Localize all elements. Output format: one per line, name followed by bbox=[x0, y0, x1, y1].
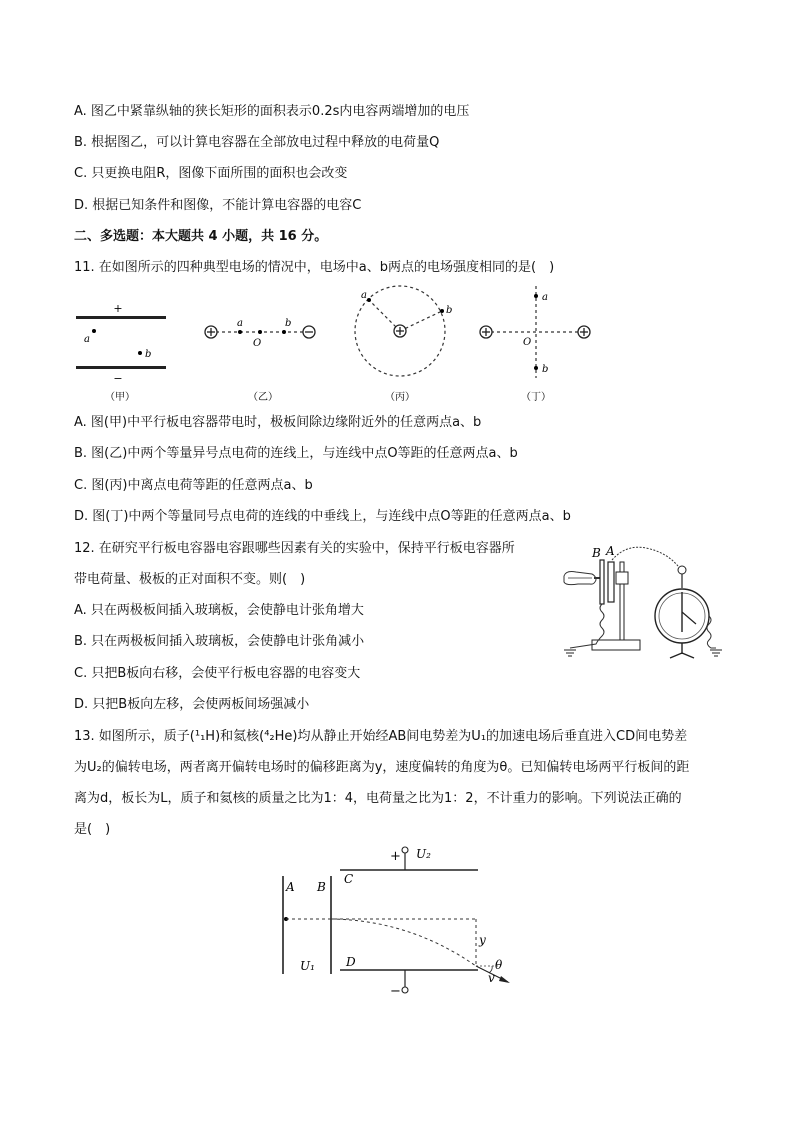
point-a-label: a bbox=[542, 292, 548, 303]
terminal-minus-sign: − bbox=[390, 984, 401, 999]
point-b-label: b bbox=[285, 318, 292, 329]
q12-option-c: C. 只把B板向右移，会使平行板电容器的电容变大 bbox=[74, 666, 361, 681]
u2-label: U₂ bbox=[416, 847, 431, 861]
q12-apparatus-figure bbox=[556, 540, 726, 665]
q11-option-d: D. 图(丁)中两个等量同号点电荷的连线的中垂线上，与连线中点O等距的任意两点a、b bbox=[74, 509, 571, 524]
plate-a-label: A bbox=[606, 544, 615, 558]
terminal-plus-sign: + bbox=[390, 849, 401, 864]
q11-option-b: B. 图(乙)中两个等量异号点电荷的连线上，与连线中点O等距的任意两点a、b bbox=[74, 446, 518, 461]
q12-stem-line1: 12. 在研究平行板电容器电容跟哪些因素有关的实验中，保持平行板电容器所 bbox=[74, 541, 515, 556]
caption-jia: （甲） bbox=[105, 392, 135, 403]
q11-option-c: C. 图(丙)中离点电荷等距的任意两点a、b bbox=[74, 478, 313, 493]
q10-option-c: C. 只更换电阻R，图像下面所围的面积也会改变 bbox=[74, 166, 348, 181]
angle-theta-label: θ bbox=[495, 958, 503, 972]
plate-plus-sign: + bbox=[113, 302, 123, 315]
q12-stem-line2: 带电荷量、极板的正对面积不变。则( ) bbox=[74, 572, 306, 587]
q11-stem: 11. 在如图所示的四种典型电场的情况中，电场中a、b两点的电场强度相同的是( ) bbox=[74, 260, 555, 275]
plate-minus-sign: − bbox=[113, 372, 123, 385]
q11-figures bbox=[60, 282, 620, 408]
q12-option-d: D. 只把B板向左移，会使两板间场强减小 bbox=[74, 697, 310, 712]
q10-option-b: B. 根据图乙，可以计算电容器在全部放电过程中释放的电荷量Q bbox=[74, 135, 440, 150]
point-o-label: O bbox=[253, 338, 262, 349]
plate-d-label: D bbox=[346, 955, 356, 969]
q12-option-b: B. 只在两极板间插入玻璃板，会使静电计张角减小 bbox=[74, 634, 365, 649]
point-b-label: b bbox=[145, 349, 152, 360]
section-title: 二、多选题：本大题共 4 小题，共 16 分。 bbox=[74, 229, 328, 244]
figure-yi bbox=[205, 318, 315, 403]
q12-option-a: A. 只在两极板间插入玻璃板，会使静电计张角增大 bbox=[74, 603, 364, 618]
caption-yi: （乙） bbox=[248, 392, 278, 403]
plate-b-label: B bbox=[592, 546, 601, 560]
q10-option-a: A. 图乙中紧靠纵轴的狭长矩形的面积表示0.2s内电容两端增加的电压 bbox=[74, 104, 470, 119]
q13-stem-line1: 13. 如图所示，质子(¹₁H)和氦核(⁴₂He)均从静止开始经AB间电势差为U₁的加速电场后垂直进入CD间电势差 bbox=[74, 729, 688, 744]
figure-jia bbox=[76, 302, 166, 403]
caption-ding: （丁） bbox=[521, 392, 551, 403]
plate-c-label: C bbox=[344, 872, 354, 886]
plate-a-label: A bbox=[286, 880, 295, 894]
point-b-label: b bbox=[542, 364, 549, 375]
caption-bing: （丙） bbox=[385, 392, 415, 403]
q11-option-a: A. 图(甲)中平行板电容器带电时，极板间除边缘附近外的任意两点a、b bbox=[74, 415, 482, 430]
q13-stem-line2: 为U₂的偏转电场，两者离开偏转电场时的偏移距离为y，速度偏转的角度为θ。已知偏转电场两平行板间的距 bbox=[74, 760, 690, 775]
q10-option-d: D. 根据已知条件和图像，不能计算电容器的电容C bbox=[74, 198, 362, 213]
offset-y-label: y bbox=[479, 933, 486, 947]
figure-ding bbox=[480, 286, 590, 403]
point-a-label: a bbox=[84, 334, 90, 345]
point-a-label: a bbox=[237, 318, 243, 329]
point-b-label: b bbox=[446, 305, 453, 316]
u1-label: U₁ bbox=[300, 959, 315, 973]
velocity-v-label: v bbox=[488, 971, 495, 985]
q13-deflection-figure bbox=[270, 840, 530, 1000]
figure-bing bbox=[355, 286, 452, 403]
point-o-label: O bbox=[523, 337, 532, 348]
plate-b-label: B bbox=[317, 880, 326, 894]
point-a-label: a bbox=[361, 290, 367, 301]
q13-stem-line4: 是( ) bbox=[74, 822, 111, 837]
q13-stem-line3: 离为d，板长为L，质子和氦核的质量之比为1：4，电荷量之比为1：2，不计重力的影响。下列说法正确的 bbox=[74, 791, 682, 806]
